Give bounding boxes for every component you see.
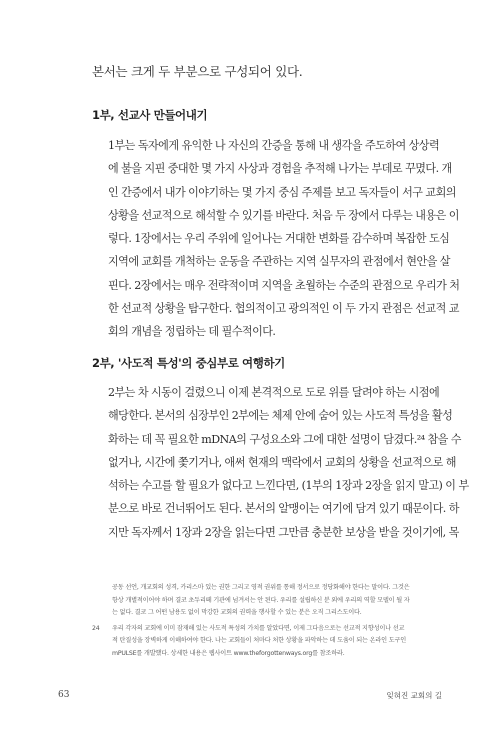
section-1-heading: 1부, 선교사 만들어내기	[92, 108, 208, 122]
paragraph-line: 1부는 독자에게 유익한 나 자신의 간증을 통해 내 생각을 주도하여 상상력	[108, 139, 440, 152]
paragraph-line: 해당한다. 본서의 심장부인 2부에는 체제 안에 숨어 있는 사도적 특성을 활성	[108, 409, 453, 423]
paragraph-line: 핀다. 2장에서는 매우 전략적이며 지역을 초월하는 수준의 관점으로 우리가 처	[108, 278, 460, 292]
paragraph-line: 회의 개념을 정립하는 데 필수적이다.	[108, 325, 276, 339]
footnote-continuation	[92, 582, 410, 620]
section-2-heading: 2부, '사도적 특성'의 중심부로 여행하기	[92, 356, 285, 370]
paragraph-line: 인 간증에서 내가 이야기하는 몇 가지 중심 주제를 보고 독자들이 서구 교회의	[108, 185, 456, 199]
paragraph-line: 상황을 선교적으로 해석할 수 있기를 바란다. 처음 두 장에서 다루는 내용은 이	[108, 208, 459, 222]
footnote-line: 우리 각자의 교회에 이미 잠재해 있는 사도적 특성의 가치를 알았다면, 이제 그다음으로는 선교적 지향성이나 선교	[112, 624, 405, 632]
paragraph-line: 렇다. 1장에서는 우리 주위에 일어나는 거대한 변화를 감수하며 복잡한 도심	[108, 232, 450, 246]
footnote-line: 적 탄질성을 장벽하게 이해하여야 한다. 나는 교회들이 처마다 처한 상황을 파악하는 데 도움이 되는 온라인 도구인	[112, 637, 407, 645]
paragraph-line: 지만 독자께서 1장과 2장을 읽는다면 그만큼 충분한 보상을 받을 것이기에, 목	[108, 525, 459, 539]
intro-sentence: 본서는 크게 두 부분으로 구성되어 있다.	[92, 64, 303, 79]
footnote-line: 는 없다. 결코 그 어떤 남용도 없이 막강한 교회의 권력을 행사할 수 있는 분은 오직 그리스도이다.	[112, 609, 362, 617]
section-1-paragraph	[92, 134, 460, 344]
footnote-24	[92, 623, 410, 661]
footnotes	[92, 582, 410, 661]
paragraph-line: 지역에 교회를 개척하는 운동을 주관하는 지역 실무자의 관점에서 현안을 살	[108, 255, 450, 269]
footnote-line: mPULSE를 개발했다. 상세한 내용은 웹사이트 www.theforgottenways.org를 참조하라.	[112, 649, 345, 657]
footnote-line: 공동 선언, 개교회의 성격, 카리스마 있는 권한 그리고 영적 권위를 통해 정서으로 정당화해야 한다는 말이다. 그것은	[112, 584, 410, 591]
section-2-paragraph	[92, 381, 469, 544]
paragraph-line: 2부는 차 시동이 걸렸으니 이제 본격적으로 도로 위를 달려야 하는 시점에	[108, 386, 440, 399]
paragraph-line: 화하는 데 꼭 필요한 mDNA의 구성요소와 그에 대한 설명이 담겼다.²⁴ 참을 수	[108, 432, 461, 446]
footnote-line: 항상 개별적이어야 하며 결코 초두리떼 기관에 넘겨서는 안 된다. 우리를 설립하신 분 외에 우리의 역할 모델이 될 자	[112, 596, 410, 604]
paragraph-line: 에 불을 지핀 중대한 몇 가지 사상과 경험을 추적해 나가는 부데로 꾸몄다. 개	[108, 162, 452, 176]
paragraph-line: 분으로 바로 건너뛰어도 된다. 본서의 알맹이는 여기에 담겨 있기 때문이다. 하	[108, 502, 459, 516]
page-number: 63	[58, 690, 70, 700]
footnote-number: 24	[92, 624, 100, 632]
paragraph-line: 석하는 수고를 할 필요가 없다고 느낀다면, (1부의 1장과 2장을 읽지 말고) 이 부	[108, 479, 469, 493]
running-title: 잊혀진 교회의 길	[386, 691, 442, 700]
paragraph-line: 없거나, 시간에 쫓기거나, 애써 현재의 맥락에서 교회의 상황을 선교적으로 해	[108, 455, 456, 469]
paragraph-line: 한 선교적 상황을 탐구한다. 협의적이고 광의적인 이 두 가지 관점은 선교적 교	[108, 302, 459, 316]
